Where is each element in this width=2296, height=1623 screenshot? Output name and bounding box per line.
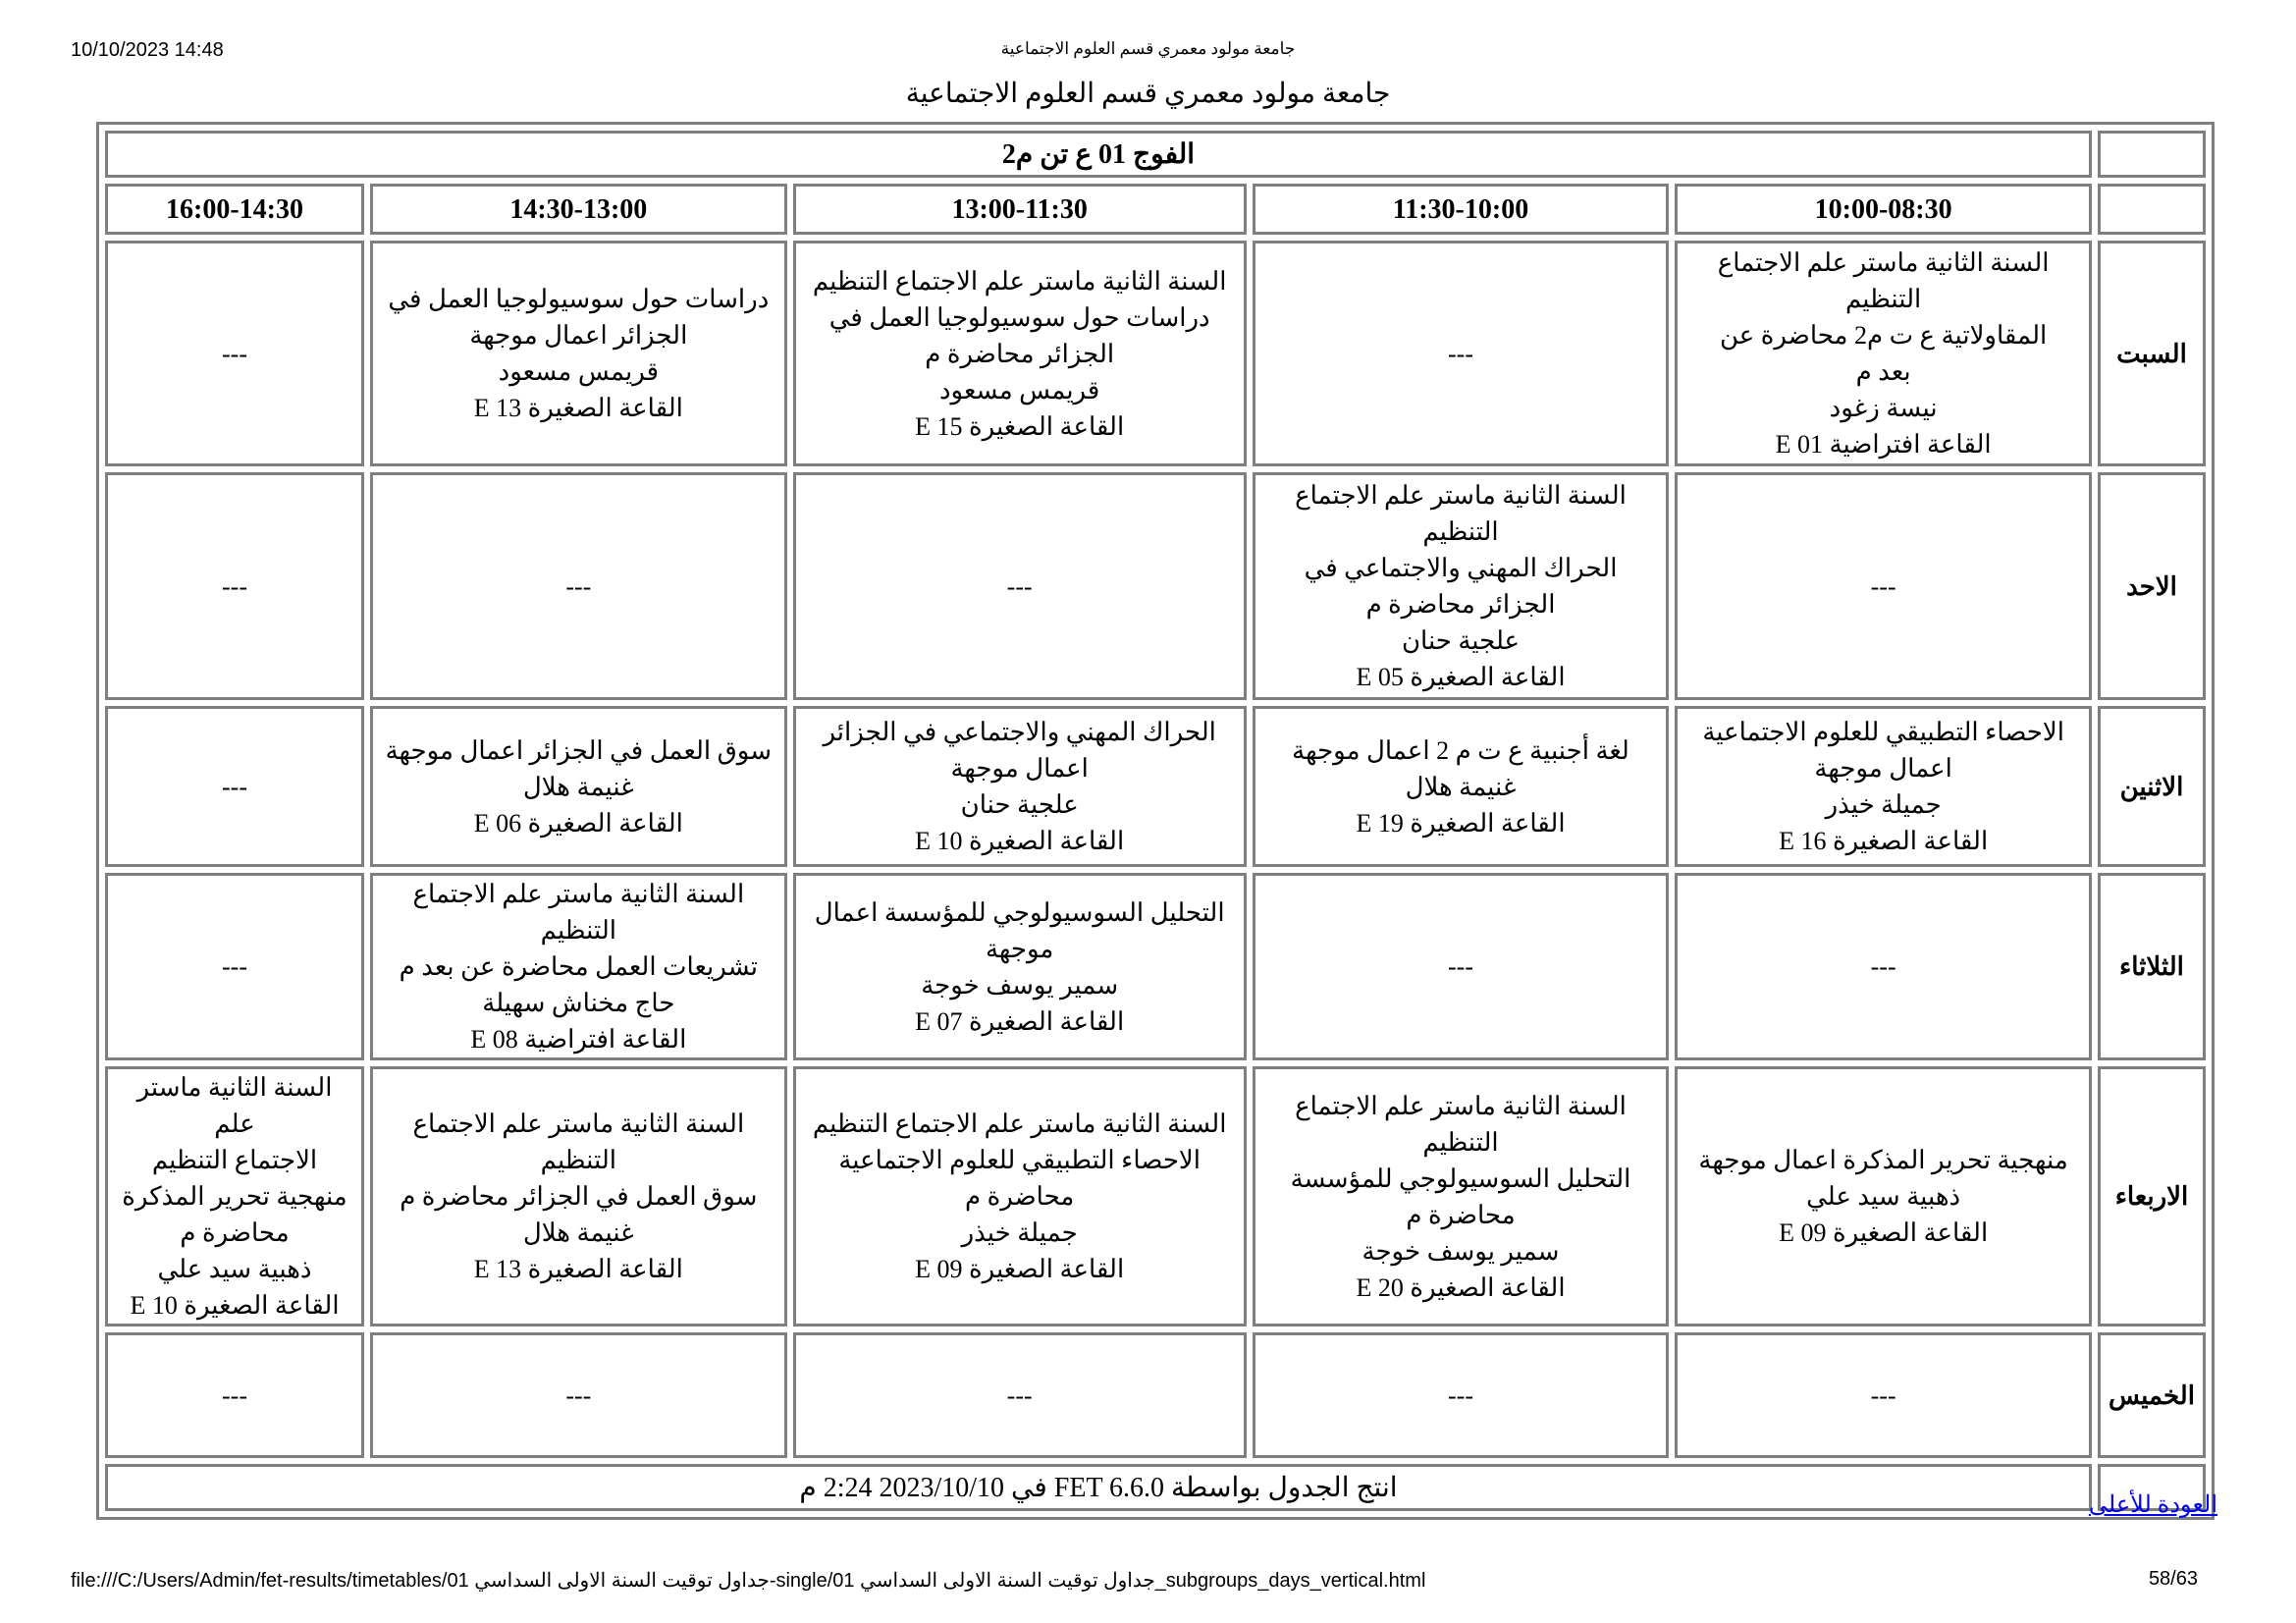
session-line: السنة الثانية ماستر علم الاجتماع [1295,1091,1627,1120]
day-label: السبت [2098,241,2206,466]
empty-slot [1675,1332,2092,1458]
session-cell [370,706,787,867]
time-slot-header: 13:00-11:30 [793,184,1247,235]
session-line: السنة الثانية ماستر علم الاجتماع التنظيم [412,1109,745,1174]
session-line: الاحصاء التطبيقي للعلوم الاجتماعية [838,1146,1201,1174]
session-line: الاجتماع التنظيم [151,1146,318,1174]
session-line: سوق العمل في الجزائر اعمال موجهة [385,735,773,765]
session-line: القاعة الصغيرة E 13 [473,394,683,422]
session-line: القاعة الصغيرة E 15 [915,411,1125,441]
corner-cell [2098,184,2206,235]
session-line: --- [565,571,592,601]
session-line: الجزائر محاضرة م [925,339,1115,368]
session-line: بعد م [1855,357,1911,386]
session-cell [793,241,1247,466]
session-cell [793,706,1247,867]
session-line: السنة الثانية ماستر علم [136,1073,333,1138]
session-line: حاج مخناش سهيلة [482,989,675,1017]
session-line: سمير يوسف خوجة [1362,1236,1560,1266]
empty-slot [105,1332,364,1458]
session-line: موجهة [985,934,1054,963]
session-line: جميلة خيذر [1825,790,1942,819]
timetable [96,122,2215,1520]
session-line: القاعة الصغيرة E 07 [915,1006,1125,1036]
empty-slot [793,1332,1247,1458]
session-line: --- [222,339,247,368]
day-label: الثلاثاء [2098,873,2206,1060]
day-label: الاربعاء [2098,1066,2206,1326]
session-line: ذهبية سيد علي [157,1255,312,1283]
session-line: ذهبية سيد علي [1806,1182,1961,1211]
day-label: الاحد [2098,472,2206,700]
session-cell [1675,706,2092,867]
session-cell [793,1066,1247,1326]
session-cell [1253,706,1670,867]
session-line: السنة الثانية ماستر علم الاجتماع التنظيم [812,266,1227,296]
group-title-cell: الفوج 01 ع تن م2 [105,131,2092,178]
session-line: الاحصاء التطبيقي للعلوم الاجتماعية [1702,718,2064,746]
session-line: القاعة افتراضية E 01 [1775,430,1992,459]
time-slot-header: 10:00-08:30 [1675,184,2092,235]
session-line: المقاولاتية ع ت م2 محاضرة عن [1720,321,2048,350]
session-line: غنيمة هلال [1405,772,1517,801]
session-line: لغة أجنبية ع ت م 2 اعمال موجهة [1292,735,1629,765]
session-line: القاعة الصغيرة E 10 [130,1291,340,1320]
empty-slot [1253,241,1670,466]
time-slot-header: 11:30-10:00 [1253,184,1670,235]
session-line: --- [1448,1380,1473,1410]
time-slot-header: 14:30-13:00 [370,184,787,235]
empty-slot [1253,873,1670,1060]
session-line: التنظيم [1422,517,1499,546]
session-line: محاضرة م [1406,1200,1516,1229]
session-line: التنظيم [1422,1127,1499,1157]
session-line: اعمال موجهة [1814,754,1952,783]
session-line: منهجية تحرير المذكرة [122,1182,347,1211]
time-slot-header: 16:00-14:30 [105,184,364,235]
session-line: --- [565,1380,592,1410]
session-cell [1253,1066,1670,1326]
session-line: تشريعات العمل محاضرة عن بعد م [399,952,759,981]
empty-slot [105,706,364,867]
session-line: --- [1870,952,1896,981]
session-line: محاضرة م [965,1182,1075,1211]
session-cell [1675,241,2092,466]
session-line: علجية حنان [1401,626,1521,655]
session-line: دراسات حول سوسيولوجيا العمل في [828,302,1210,332]
day-label: الخميس [2098,1332,2206,1458]
session-line: قريمس مسعود [498,357,660,386]
session-line: القاعة الصغيرة E 06 [473,808,683,838]
session-line: القاعة الصغيرة E 13 [473,1255,683,1283]
empty-slot [1253,1332,1670,1458]
session-line: --- [1870,1380,1896,1410]
session-line: --- [222,1380,247,1410]
session-line: --- [222,571,247,601]
session-cell [105,1066,364,1326]
session-line: --- [1870,571,1896,601]
session-line: القاعة الصغيرة E 16 [1779,827,1989,855]
session-line: --- [1006,1380,1033,1410]
session-cell [793,873,1247,1060]
session-line: الحراك المهني والاجتماعي في الجزائر [823,718,1216,746]
session-line: دراسات حول سوسيولوجيا العمل في [388,285,770,313]
session-line: القاعة الصغيرة E 09 [1779,1218,1989,1247]
file-path: file:///C:/Users/Admin/fet-results/timetables/01 جداول توقيت السنة الاولى السداسي-single/01 جداول توقيت السنة الاولى السداسي_subgroups_days_vertical.html [71,1570,1426,1592]
session-cell [370,241,787,466]
session-line: منهجية تحرير المذكرة اعمال موجهة [1698,1146,2068,1174]
session-line: سوق العمل في الجزائر محاضرة م [400,1182,758,1211]
page-number: 58/63 [2148,1568,2198,1590]
session-line: محاضرة م [180,1218,290,1247]
session-line: القاعة افتراضية E 08 [470,1025,687,1054]
empty-slot [1675,472,2092,700]
session-cell [1253,472,1670,700]
empty-slot [370,1332,787,1458]
print-datetime: 10/10/2023 14:48 [71,39,224,61]
session-line: غنيمة هلال [522,772,634,801]
session-line: التنظيم [1844,285,1922,313]
corner-cell [2098,131,2206,178]
session-line: القاعة الصغيرة E 10 [915,827,1125,855]
session-line: قريمس مسعود [938,375,1100,405]
session-line: السنة الثانية ماستر علم الاجتماع التنظيم [412,880,745,945]
session-line: --- [222,772,247,801]
session-line: السنة الثانية ماستر علم الاجتماع [1295,481,1627,510]
session-line: اعمال موجهة [950,754,1089,783]
session-line: جميلة خيذر [961,1218,1078,1247]
empty-slot [105,241,364,466]
session-line: --- [1448,952,1473,981]
session-line: غنيمة هلال [522,1218,634,1247]
session-line: السنة الثانية ماستر علم الاجتماع [1717,248,2050,277]
session-line: القاعة الصغيرة E 19 [1356,808,1566,838]
session-line: التحليل السوسيولوجي للمؤسسة [1290,1163,1631,1193]
page-title: جامعة مولود معمري قسم العلوم الاجتماعية [905,79,1391,109]
session-line: --- [1448,339,1473,368]
session-line: الجزائر اعمال موجهة [469,321,688,350]
session-line: التحليل السوسيولوجي للمؤسسة اعمال [814,897,1225,927]
session-line: القاعة الصغيرة E 20 [1356,1272,1566,1302]
session-line: --- [222,952,247,981]
session-line: سمير يوسف خوجة [921,970,1119,1000]
empty-slot [1675,873,2092,1060]
back-to-top-link[interactable]: العودة للأعلى [2088,1492,2217,1518]
empty-slot [370,472,787,700]
session-line: القاعة الصغيرة E 09 [915,1255,1125,1283]
session-line: القاعة الصغيرة E 05 [1356,663,1566,691]
session-line: علجية حنان [960,790,1079,819]
empty-slot [793,472,1247,700]
day-label: الاثنين [2098,706,2206,867]
session-line: الجزائر محاضرة م [1365,590,1556,619]
session-line: نيسة زغود [1829,394,1938,422]
generated-by-note: انتج الجدول بواسطة FET 6.6.0 في 2023/10/10 2:24 م [105,1464,2092,1511]
session-cell [370,873,787,1060]
print-header-title: جامعة مولود معمري قسم العلوم الاجتماعية [1000,39,1296,58]
empty-slot [105,873,364,1060]
session-line: الحراك المهني والاجتماعي في [1304,554,1618,582]
session-line: --- [1006,571,1033,601]
empty-slot [105,472,364,700]
session-cell [370,1066,787,1326]
session-line: السنة الثانية ماستر علم الاجتماع التنظيم [812,1109,1227,1138]
session-cell [1675,1066,2092,1326]
